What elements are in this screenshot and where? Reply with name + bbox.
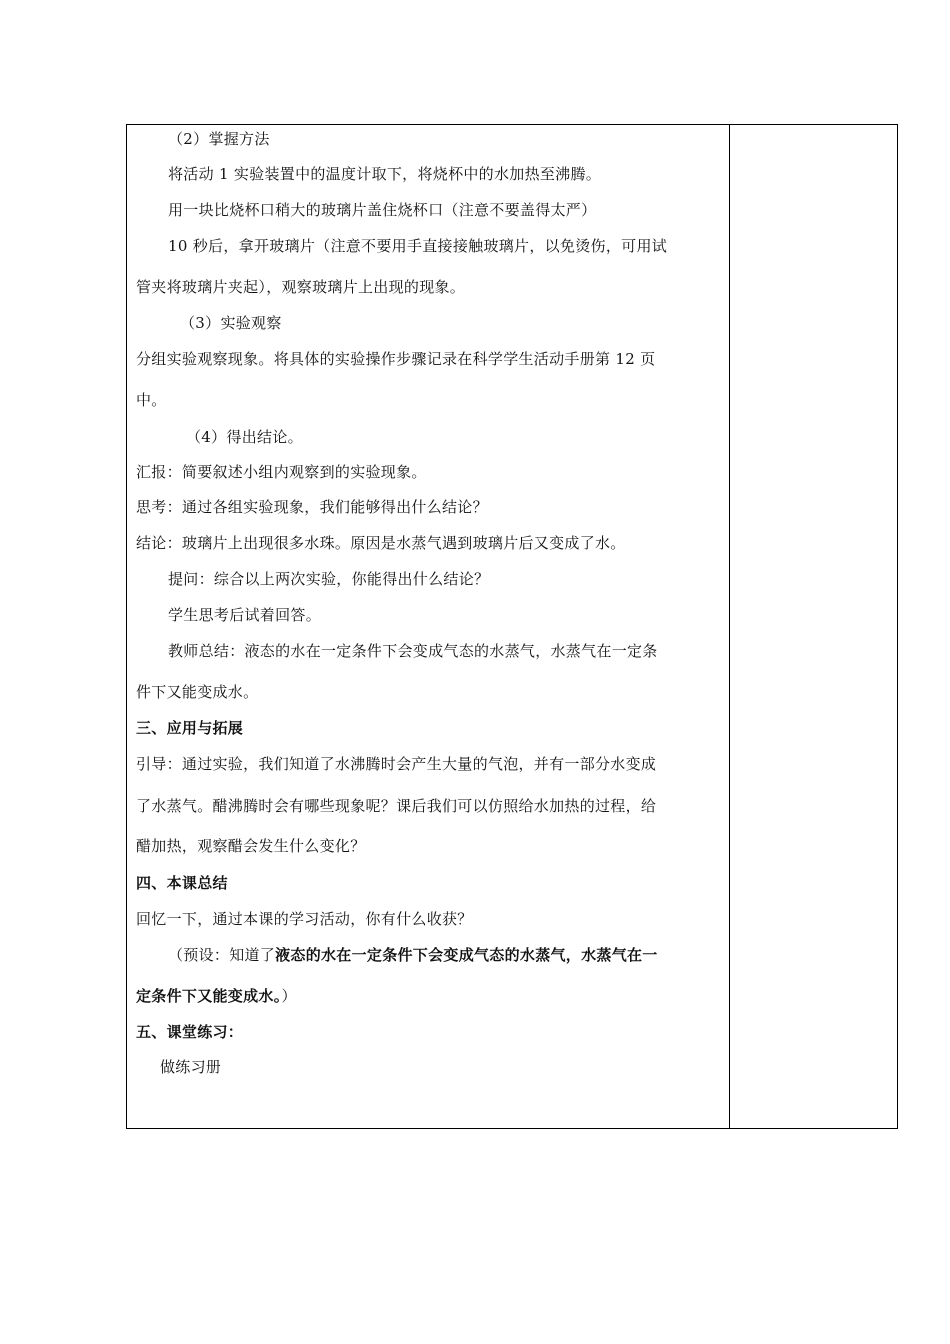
step-3-heading: （3）实验观察 [180,314,282,332]
lesson-table [126,124,898,1129]
exercise-text: 做练习册 [160,1058,222,1076]
step-3-text-1: 分组实验观察现象。将具体的实验操作步骤记录在科学学生活动手册第 12 页 [136,350,656,368]
preset-bold-2: 定条件下又能变成水。 [136,987,282,1005]
step-2-text-4: 管夹将玻璃片夹起），观察玻璃片上出现的现象。 [136,278,466,296]
preset-text-2 [136,986,297,1006]
teacher-summary-2: 件下又能变成水。 [136,683,259,701]
student-answer-text: 学生思考后试着回答。 [168,606,322,624]
thinking-text: 思考：通过各组实验现象，我们能够得出什么结论？ [136,498,488,516]
preset-text-1 [168,945,658,965]
step-2-text-3: 10 秒后，拿开玻璃片（注意不要用手直接接触玻璃片，以免烫伤，可用试 [168,237,668,255]
section-4-heading: 四、本课总结 [136,874,228,892]
preset-prefix: （预设：知道了 [168,946,276,964]
guide-text-2: 了水蒸气。醋沸腾时会有哪些现象呢？课后我们可以仿照给水加热的过程，给 [136,797,657,815]
conclusion-text: 结论：玻璃片上出现很多水珠。原因是水蒸气遇到玻璃片后又变成了水。 [136,534,626,552]
step-2-text-2: 用一块比烧杯口稍大的玻璃片盖住烧杯口（注意不要盖得太严） [168,201,597,219]
step-2-text-1: 将活动 1 实验装置中的温度计取下，将烧杯中的水加热至沸腾。 [168,165,602,183]
question-text: 提问：综合以上两次实验，你能得出什么结论？ [168,570,490,588]
column-divider [729,124,730,1129]
step-4-heading: （4）得出结论。 [186,428,303,446]
guide-text-1: 引导：通过实验，我们知道了水沸腾时会产生大量的气泡，并有一部分水变成 [136,755,657,773]
preset-suffix: ） [281,987,297,1005]
preset-bold-1: 液态的水在一定条件下会变成气态的水蒸气，水蒸气在一 [275,946,658,964]
report-text: 汇报：简要叙述小组内观察到的实验现象。 [136,463,427,481]
section-5-heading: 五、课堂练习： [136,1023,244,1041]
teacher-summary-1: 教师总结：液态的水在一定条件下会变成气态的水蒸气，水蒸气在一定条 [168,642,658,660]
step-3-text-2: 中。 [136,391,167,409]
guide-text-3: 醋加热，观察醋会发生什么变化？ [136,837,366,855]
recall-text: 回忆一下，通过本课的学习活动，你有什么收获？ [136,910,473,928]
step-2-heading: （2）掌握方法 [168,130,270,148]
section-3-heading: 三、应用与拓展 [136,719,244,737]
